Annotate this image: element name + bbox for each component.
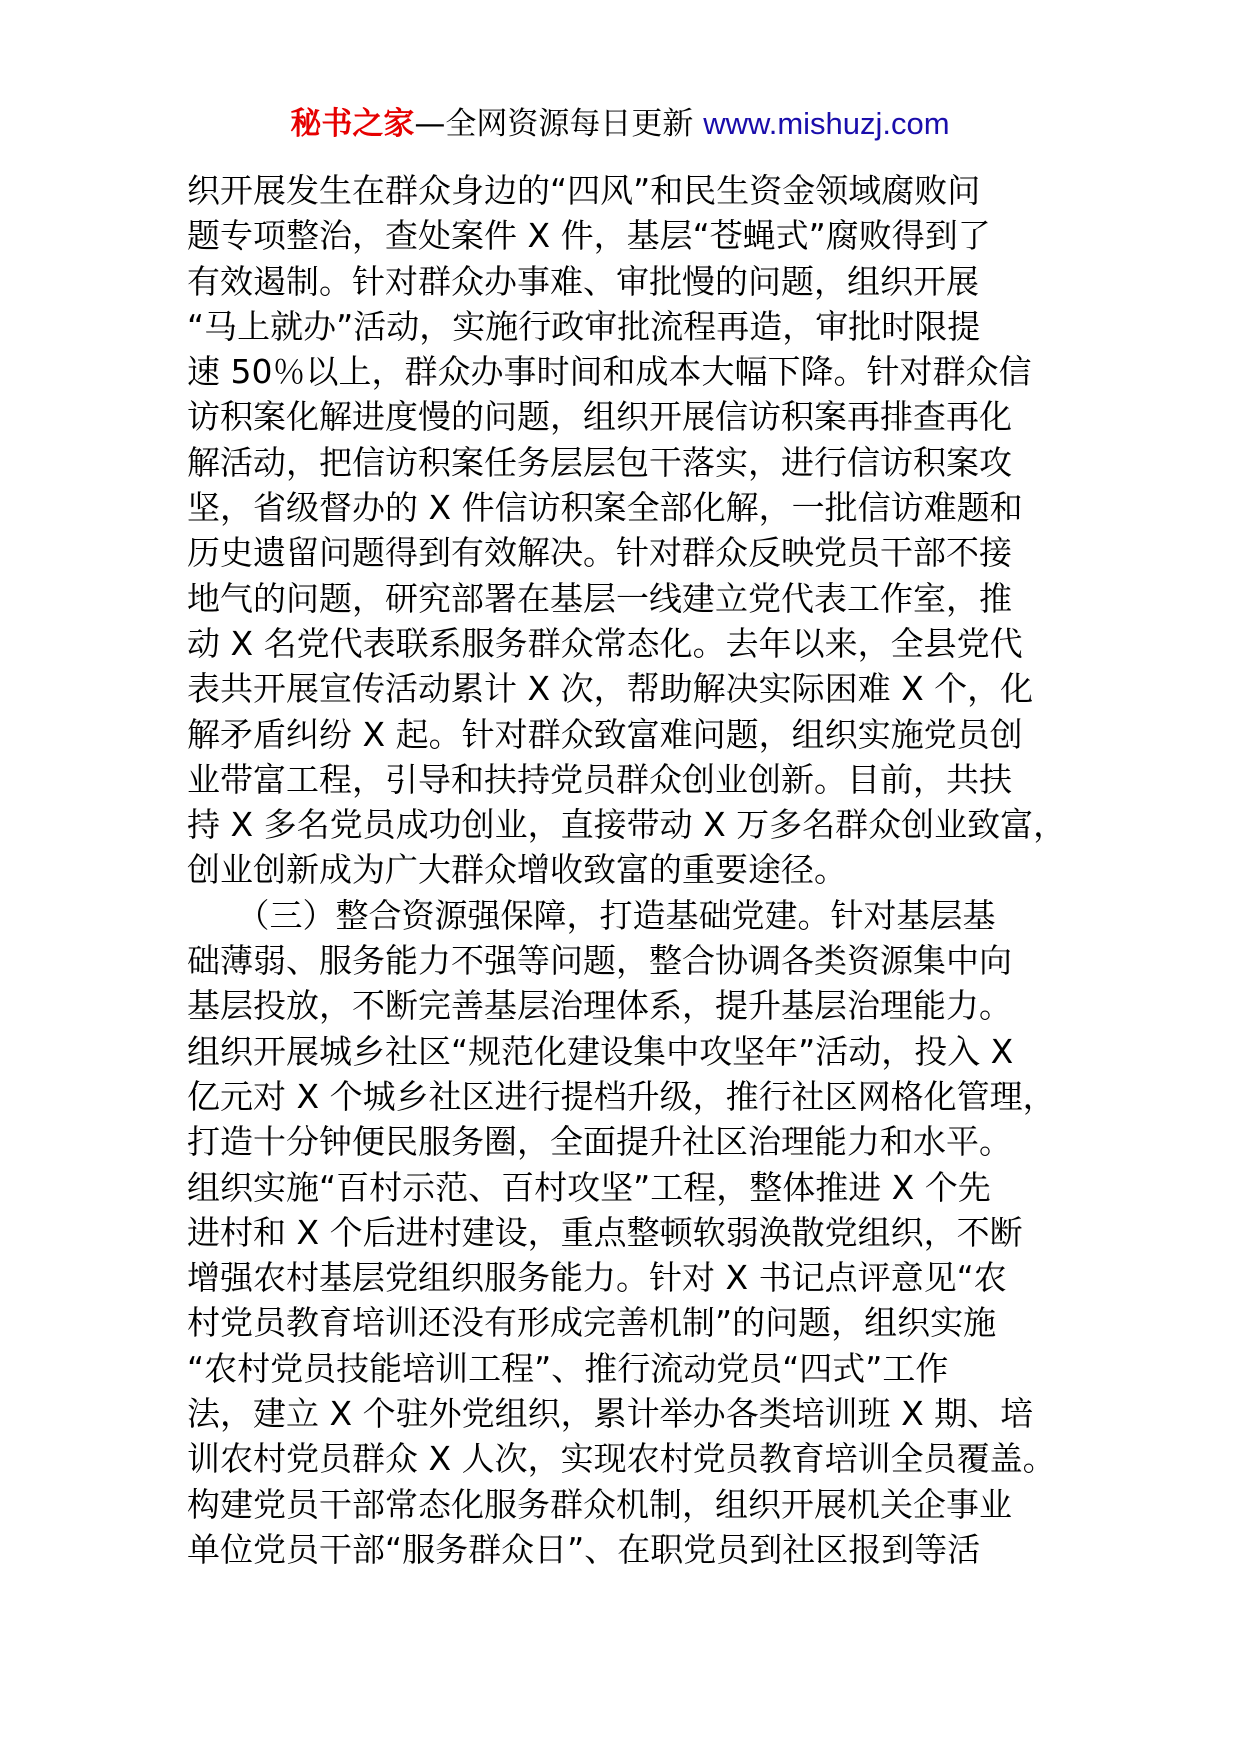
text-line: 础薄弱、服务能力不强等问题，整合协调各类资源集中向: [187, 941, 1012, 981]
text-line: 地气的问题，研究部署在基层一线建立党代表工作室，推: [187, 578, 1012, 618]
text-line: 解活动，把信访积案任务层层包干落实，进行信访积案攻: [187, 442, 1012, 482]
text-line: 亿元对 X 个城乡社区进行提档升级，推行社区网格化管理，: [187, 1076, 1056, 1116]
text-line: 村党员教育培训还没有形成完善机制”的问题，组织实施: [187, 1303, 997, 1343]
section-heading-line: （三）整合资源强保障，打造基础党建。针对基层基: [187, 895, 996, 935]
text-line: 业带富工程，引导和扶持党员群众创业创新。目前，共扶: [187, 759, 1012, 799]
text-line: 组织开展城乡社区“规范化建设集中攻坚年”活动，投入 X: [187, 1031, 1014, 1071]
text-line: 解矛盾纠纷 X 起。针对群众致富难问题，组织实施党员创: [187, 714, 1023, 754]
site-url-link[interactable]: www.mishuzj.com: [703, 106, 950, 141]
header-slogan: —全网资源每日更新: [414, 106, 694, 142]
text-line: 单位党员干部“服务群众日”、在职党员到社区报到等活: [187, 1529, 981, 1569]
text-line: 持 X 多名党员成功创业，直接带动 X 万多名群众创业致富，: [187, 805, 1067, 845]
text-line: 坚，省级督办的 X 件信访积案全部化解，一批信访难题和: [187, 488, 1023, 528]
text-line: 织开展发生在群众身边的“四风”和民生资金领域腐败问: [187, 171, 981, 210]
text-line: 速 50％以上，群众办事时间和成本大幅下降。针对群众信: [187, 352, 1032, 392]
text-line: 增强农村基层党组织服务能力。针对 X 书记点评意见“农: [187, 1258, 1007, 1298]
text-line: 有效遏制。针对群众办事难、审批慢的问题，组织开展: [187, 261, 979, 301]
text-line: 构建党员干部常态化服务群众机制，组织开展机关企事业: [187, 1484, 1012, 1524]
document-body: [187, 168, 1087, 1572]
text-line: 表共开展宣传活动累计 X 次，帮助解决实际困难 X 个，化: [187, 669, 1034, 709]
text-line: 历史遗留问题得到有效解决。针对群众反映党员干部不接: [187, 533, 1012, 573]
text-line: 创业创新成为广大群众增收致富的重要途径。: [187, 850, 847, 890]
text-line: 动 X 名党代表联系服务群众常态化。去年以来，全县党代: [187, 623, 1023, 663]
site-header: [0, 104, 1240, 144]
text-line: 进村和 X 个后进村建设，重点整顿软弱涣散党组织，不断: [187, 1212, 1023, 1252]
brand-name: 秘书之家: [290, 106, 415, 142]
text-line: 训农村党员群众 X 人次，实现农村党员教育培训全员覆盖。: [187, 1439, 1056, 1479]
text-line: 基层投放，不断完善基层治理体系，提升基层治理能力。: [187, 986, 1012, 1026]
text-line: 访积案化解进度慢的问题，组织开展信访积案再排查再化: [187, 397, 1012, 437]
text-line: “农村党员技能培训工程”、推行流动党员“四式”工作: [187, 1348, 949, 1388]
text-line: 组织实施“百村示范、百村攻坚”工程，整体推进 X 个先: [187, 1167, 991, 1207]
text-line: 法，建立 X 个驻外党组织，累计举办各类培训班 X 期、培: [187, 1394, 1034, 1434]
text-line: 题专项整治，查处案件 X 件，基层“苍蝇式”腐败得到了: [187, 216, 991, 256]
text-line: 打造十分钟便民服务圈，全面提升社区治理能力和水平。: [187, 1122, 1012, 1162]
text-line: “马上就办”活动，实施行政审批流程再造，审批时限提: [187, 306, 981, 346]
